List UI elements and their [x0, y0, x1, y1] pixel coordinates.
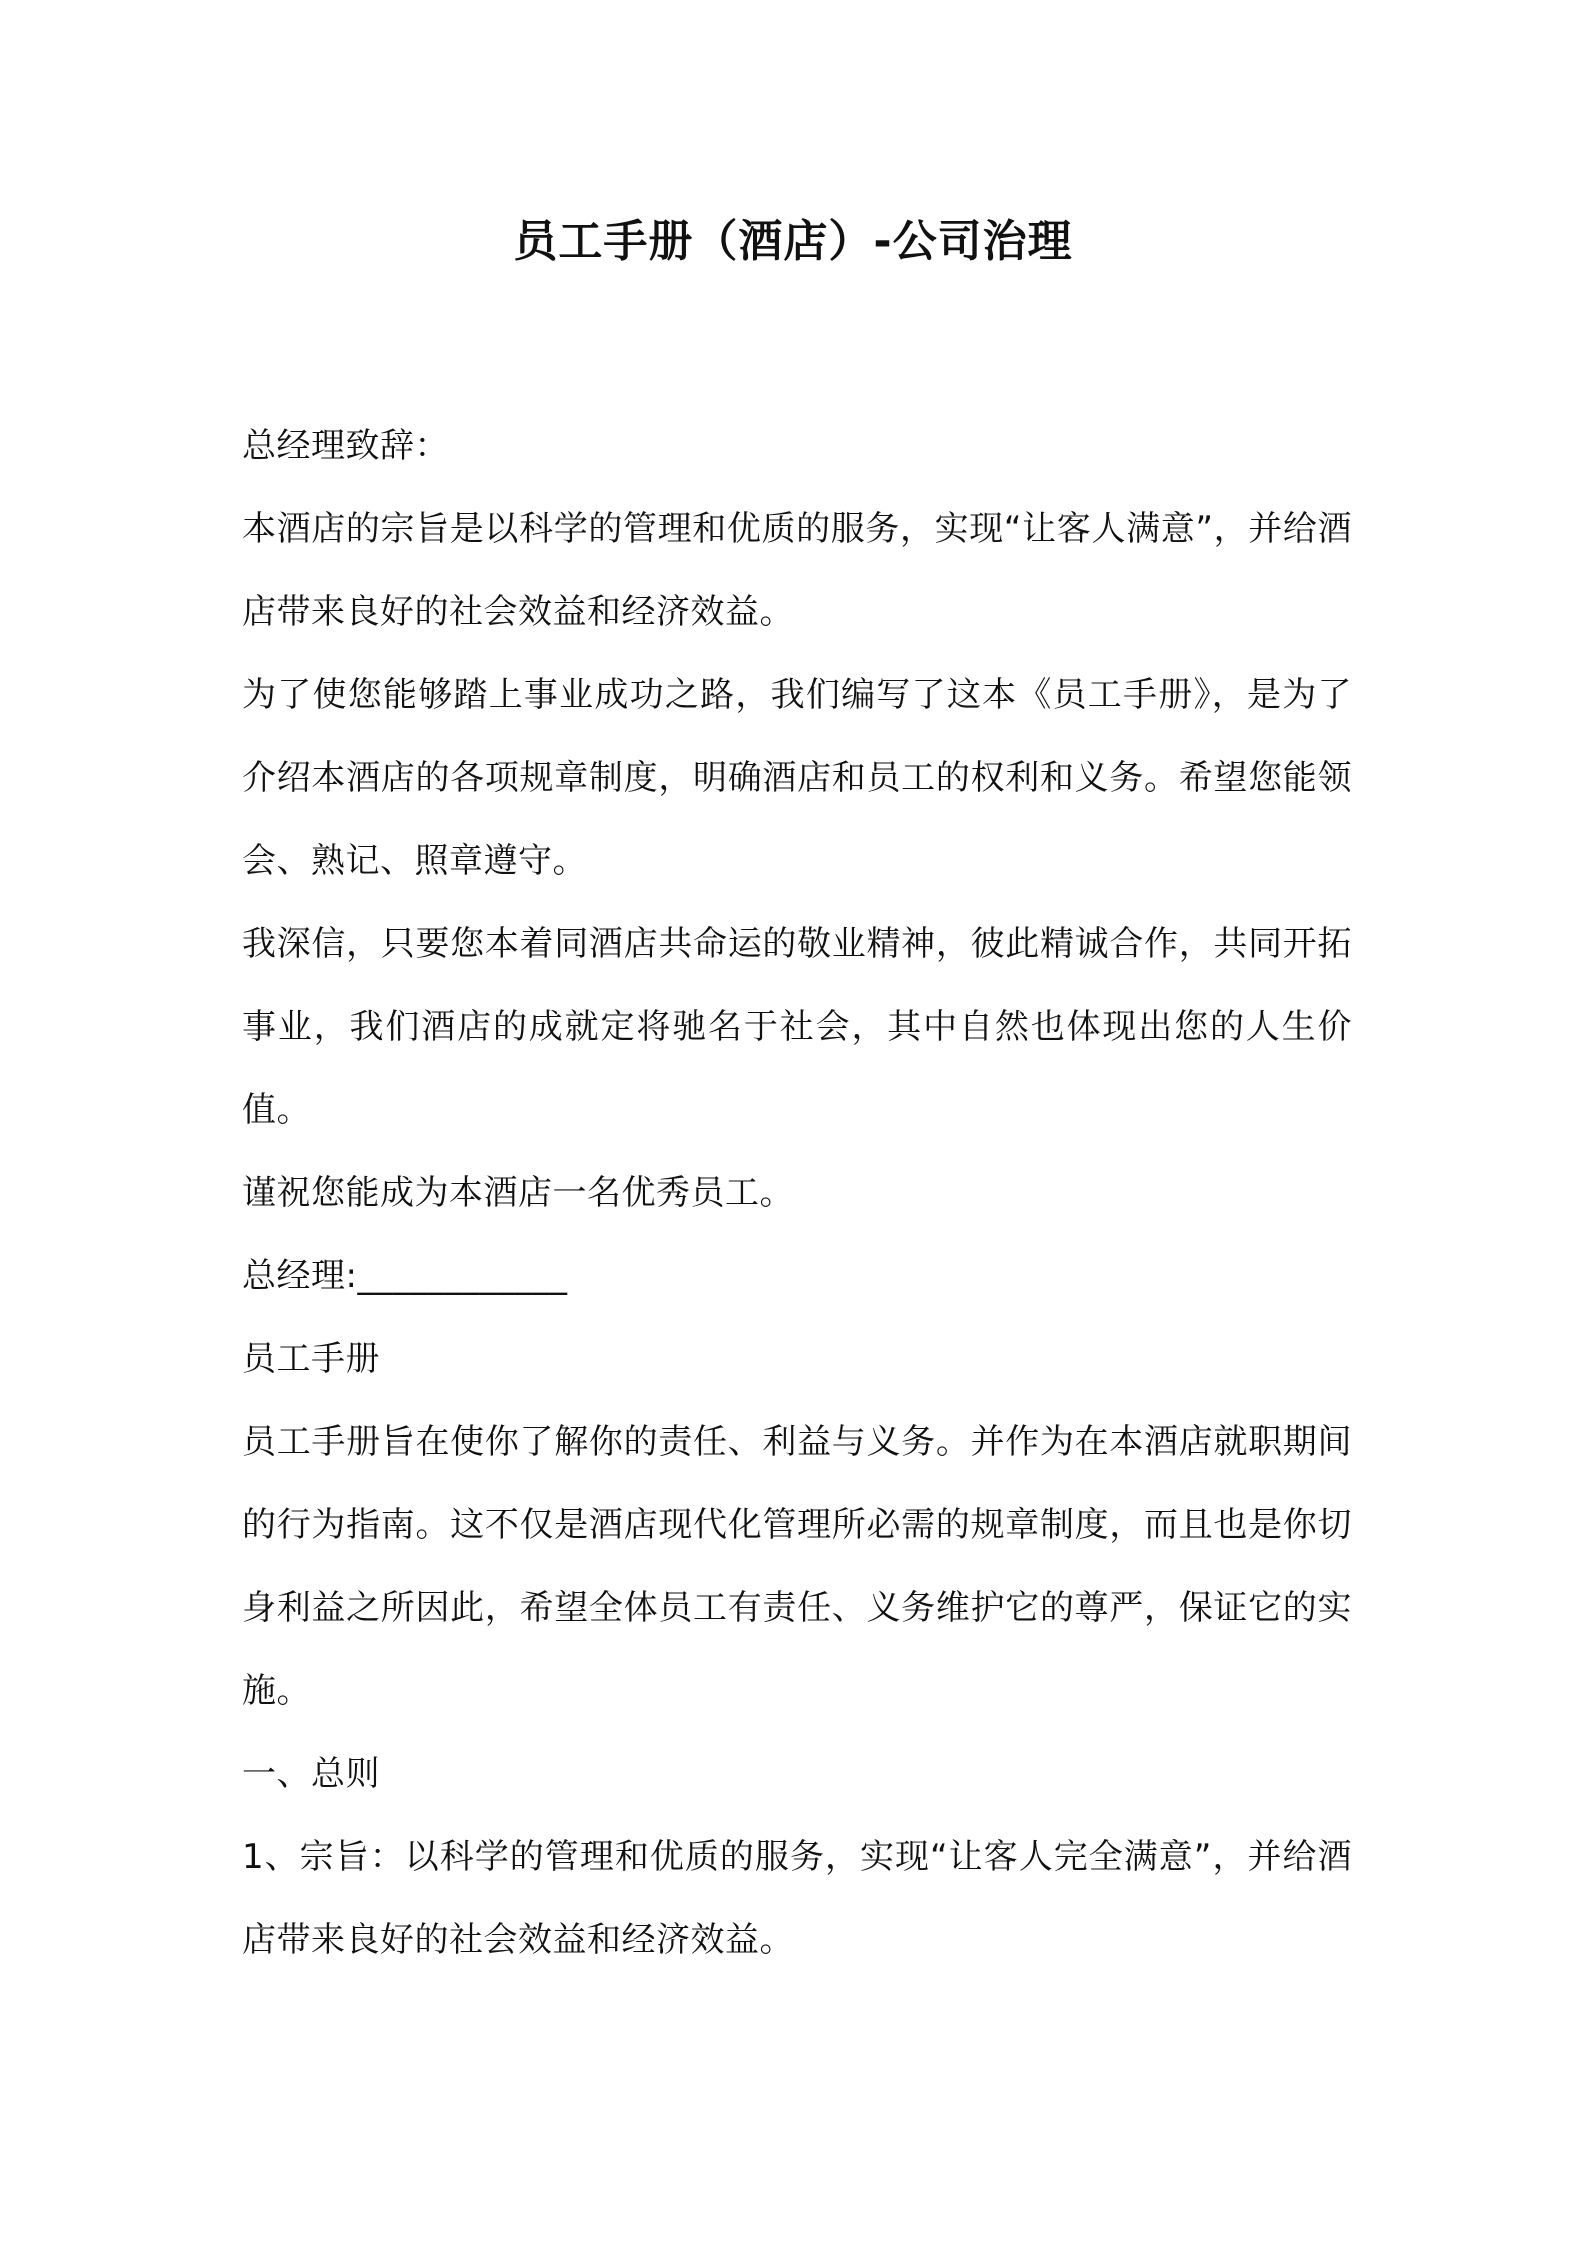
body-paragraph-belief: 我深信，只要您本着同酒店共命运的敬业精神，彼此精诚合作，共同开拓事业，我们酒店的成就定将驰名于社会，其中自然也体现出您的人生价值。: [242, 924, 1352, 1130]
signature-line: 总经理:____________: [242, 1256, 568, 1296]
body-paragraph-handbook-goal: 员工手册旨在使你了解你的责任、利益与义务。并作为在本酒店就职期间的行为指南。这不仅是酒店现代化管理所必需的规章制度，而且也是你切身利益之所因此，希望全体员工有责任、义务维护它的尊严，保证它的实施。: [242, 1422, 1352, 1711]
body-paragraph-handbook-intro: 为了使您能够踏上事业成功之路，我们编写了这本《员工手册》，是为了介绍本酒店的各项规章制度，明确酒店和员工的权利和义务。希望您能领会、熟记、照章遵守。: [242, 675, 1352, 881]
section-heading-general: 一、总则: [242, 1754, 380, 1794]
document-body: [242, 405, 1352, 1982]
section-heading-handbook: 员工手册: [242, 1339, 380, 1379]
body-paragraph-principle-1: 1、宗旨：以科学的管理和优质的服务，实现“让客人完全满意”，并给酒店带来良好的社会效益和经济效益。: [242, 1837, 1352, 1960]
document-title: 员工手册（酒店）-公司治理: [513, 216, 1073, 267]
body-paragraph-purpose: 本酒店的宗旨是以科学的管理和优质的服务，实现“让客人满意”，并给酒店带来良好的社会效益和经济效益。: [242, 509, 1352, 632]
greeting-heading: 总经理致辞：: [242, 426, 449, 466]
body-paragraph-wishes: 谨祝您能成为本酒店一名优秀员工。: [242, 1173, 794, 1213]
